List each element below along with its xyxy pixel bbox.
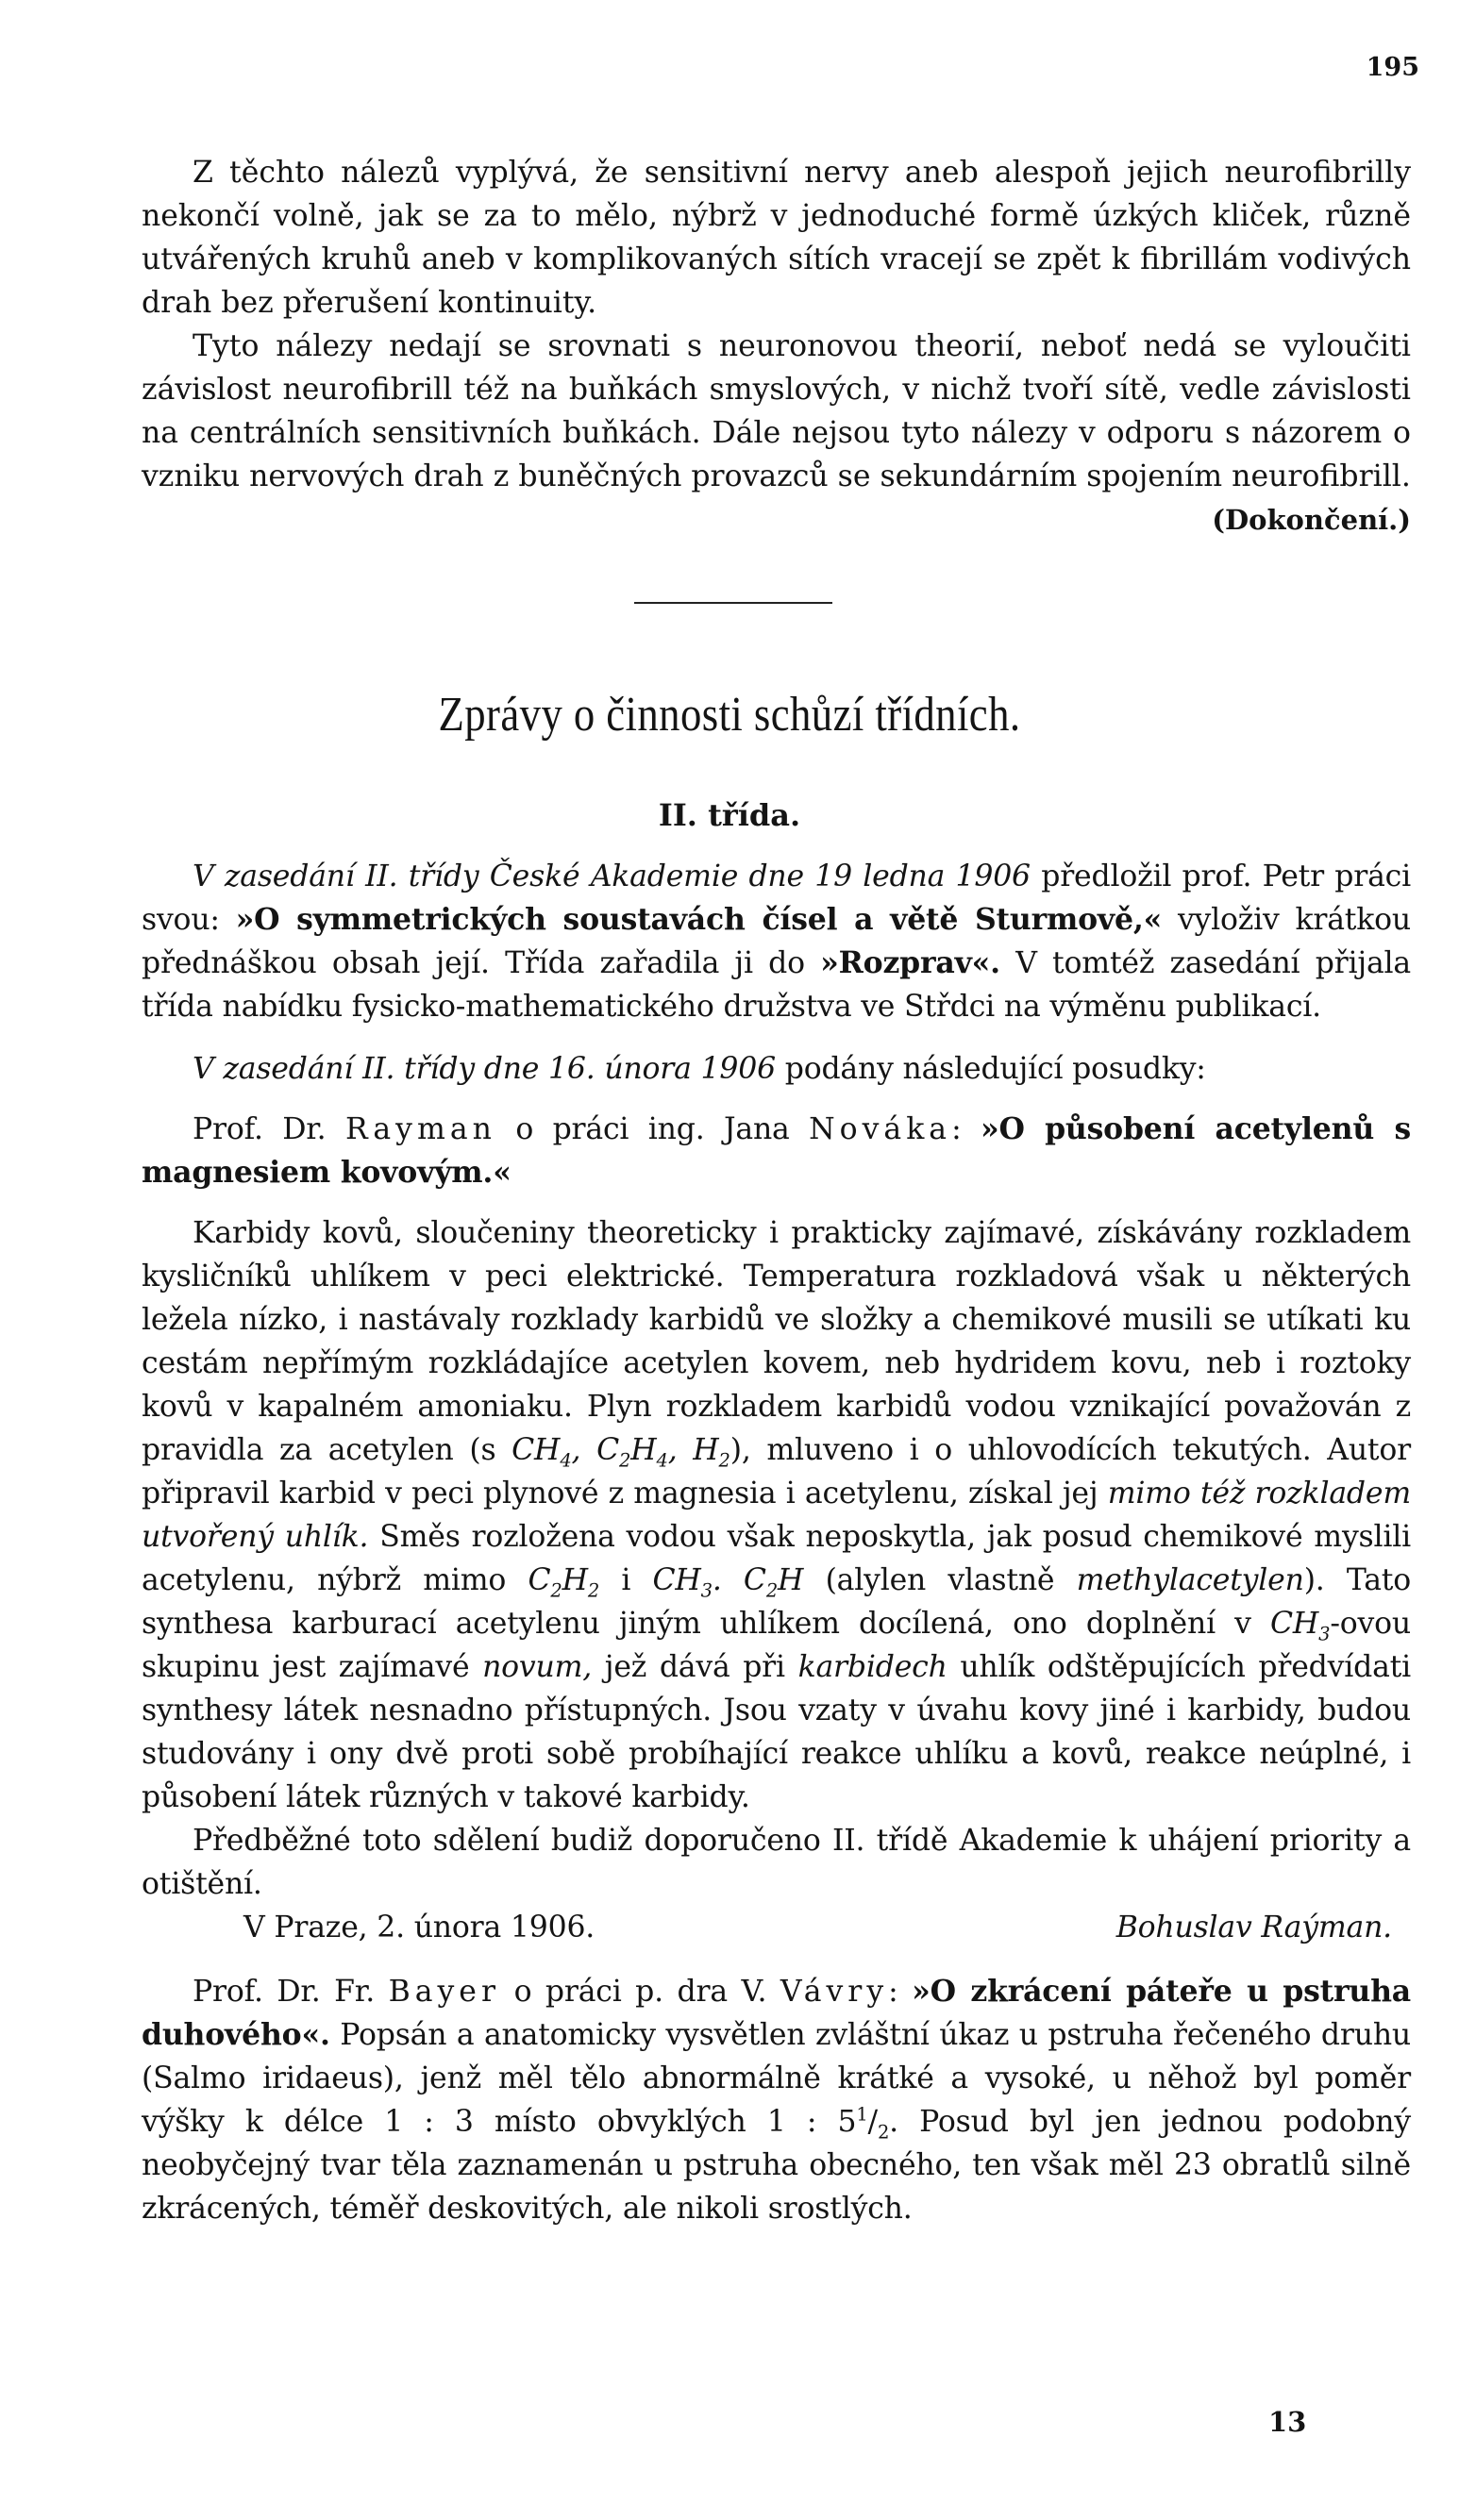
session-date: V zasedání II. třídy dne 16. února 1906 bbox=[193, 1052, 776, 1086]
emphasis: mimo též rozkladem utvořený uhlík. bbox=[142, 1477, 1411, 1554]
work-title: »O symmetrických soustavách čísel a větě Sturmově,« bbox=[235, 902, 1163, 937]
place-date: V Praze, 2. února 1906. bbox=[243, 1911, 595, 1944]
paragraph: Z těchto nálezů vyplývá, že sensitivní nervy aneb alespoň jejich neurofibrilly nekončí volně, jak se za to mělo, nýbrž v jednoduché formě úzkých kliček, různě utvářených kruhů aneb v komplikovaných sítích vracejí se zpět k fibrillám vodivých drah bez přerušení kontinuity. bbox=[142, 156, 1411, 320]
page-number: 195 bbox=[1366, 53, 1419, 82]
reviewer-name: Rayman bbox=[344, 1112, 496, 1146]
emphasis: novum, bbox=[482, 1650, 593, 1684]
reviewer-name: Bayer bbox=[388, 1975, 501, 2009]
formula: $C_2H_2$ bbox=[528, 1563, 600, 1602]
separator-rule bbox=[634, 602, 832, 604]
formula: $CH_3$ bbox=[1269, 1607, 1331, 1645]
section-title: Zprávy o činnosti schůzí třídních. bbox=[438, 688, 1021, 742]
emphasis: karbidech bbox=[797, 1650, 948, 1684]
article-conclusion bbox=[142, 151, 1411, 542]
author-name: Vávry bbox=[780, 1975, 889, 2009]
formula: $CH_3$. $C_2H$ bbox=[652, 1563, 804, 1602]
work-title: »O působení acetylenů s magnesiem kovovým.« bbox=[142, 1111, 1411, 1190]
series-name: »Rozprav«. bbox=[820, 945, 1000, 980]
recommendation: Předběžné toto sdělení budiž doporučeno II. třídě Akademie k uhájení priority a otištění. bbox=[142, 1824, 1411, 1901]
signature-mark: 13 bbox=[1268, 2406, 1307, 2438]
paragraph bbox=[142, 325, 1411, 536]
session-date: V zasedání II. třídy České Akademie dne 19 ledna 1906 bbox=[193, 859, 1031, 893]
review-heading: Prof. Dr. Rayman o práci ing. Jana Nováka: »O působení acetylenů s magnesiem kovovým.« bbox=[142, 1111, 1411, 1190]
place-date-line bbox=[142, 1906, 1411, 1949]
author-name: Nováka bbox=[809, 1112, 952, 1146]
paragraph-text: Tyto nálezy nedají se srovnati s neuronovou theorií, neboť nedá se vyloučiti závislost neurofibrill též na buňkách smyslových, v nichž tvoří sítě, vedle závislosti na centrálních sensitivních buňkách. Dále nejsou tyto nálezy v odporu s názorem o vzniku nervových drah z buněčných provazců se sekundárním spojením neurofibrill. bbox=[142, 329, 1411, 493]
review-body: Prof. Dr. Fr. Bayer o práci p. dra V. Vávry: »O zkrácení páteře u pstruha duhového«. Popsán a anatomicky vysvětlen zvláštní úkaz u pstruha řečeného druhu (Salmo iridaeus), jenž měl tělo abnormálně krátké a vysoké, u něhož byl poměr výšky k délce 1 : 3 místo obvyklých 1 : $5^1/_2$. Posud byl jen jednou podobný neobyčejný tvar těla zaznamenán u pstruha obecného, ten však měl 23 obratlů silně zkrácených, téměř deskovitých, ale nikoli srostlých. bbox=[142, 1974, 1411, 2226]
session-paragraph: V zasedání II. třídy dne 16. února 1906 podány následující posudky: bbox=[193, 1052, 1206, 1086]
review-body: Karbidy kovů, sloučeniny theoreticky i prakticky zajímavé, získávány rozkladem kysličníků uhlíkem v peci elektrické. Temperatura rozkladová však u některých ležela nízko, i nastávaly rozklady karbidů ve složky a chemikové musili se utíkati ku cestám nepřímým rozkládajíce acetylen kovem, neb hydridem kovu, neb i roztoky kovů v kapalném amoniaku. Plyn rozkladem karbidů vodou vznikající považován z pravidla za acetylen (s $CH_4$, $C_2H_4$, $H_2$), mluveno i o uhlovodících tekutých. Autor připravil karbid v peci plynové z magnesia i acetylenu, získal jej mimo též rozkladem utvořený uhlík. Směs rozložena vodou však neposkytla, jak posud chemikové myslili acetylenu, nýbrž mimo $C_2H_2$ i $CH_3$. $C_2H$ (alylen vlastně methylacetylen). Tato synthesa karburací acetylenu jiným uhlíkem docílená, ono doplnění v $CH_3$-ovou skupinu jest zajímavé novum, jež dává při karbidech uhlík odštěpujících předvídati synthesy látek nesnadno přístupných. Jsou vzaty v úvahu kovy jiné i karbidy, budou studovány i ony dvě proti sobě probíhající reakce uhlíku a kovů, reakce neúplné, i působení látek různých v takové karbidy. bbox=[142, 1216, 1412, 1814]
work-title: »O zkrácení páteře u pstruha duhového«. bbox=[142, 1974, 1411, 2052]
session-reports bbox=[142, 855, 1411, 2230]
signature: Bohuslav Raýman. bbox=[1115, 1911, 1392, 1944]
session-paragraph: V zasedání II. třídy České Akademie dne 19 ledna 1906 předložil prof. Petr práci svou: »O symmetrických soustavách čísel a větě Sturmově,« vyloživ krátkou přednáškou obsah její. Třída zařadila ji do »Rozprav«. V tomtéž zasedání přijala třída nabídku fysicko-mathematického družstva ve Střdci na výměnu publikací. bbox=[142, 859, 1411, 1024]
formula: $CH_4$, $C_2H_4$, $H_2$ bbox=[511, 1433, 730, 1472]
continued-note: (Dokončení.) bbox=[1212, 504, 1411, 536]
subsection-title: II. třída. bbox=[658, 797, 801, 833]
emphasis: methylacetylen bbox=[1076, 1563, 1304, 1597]
